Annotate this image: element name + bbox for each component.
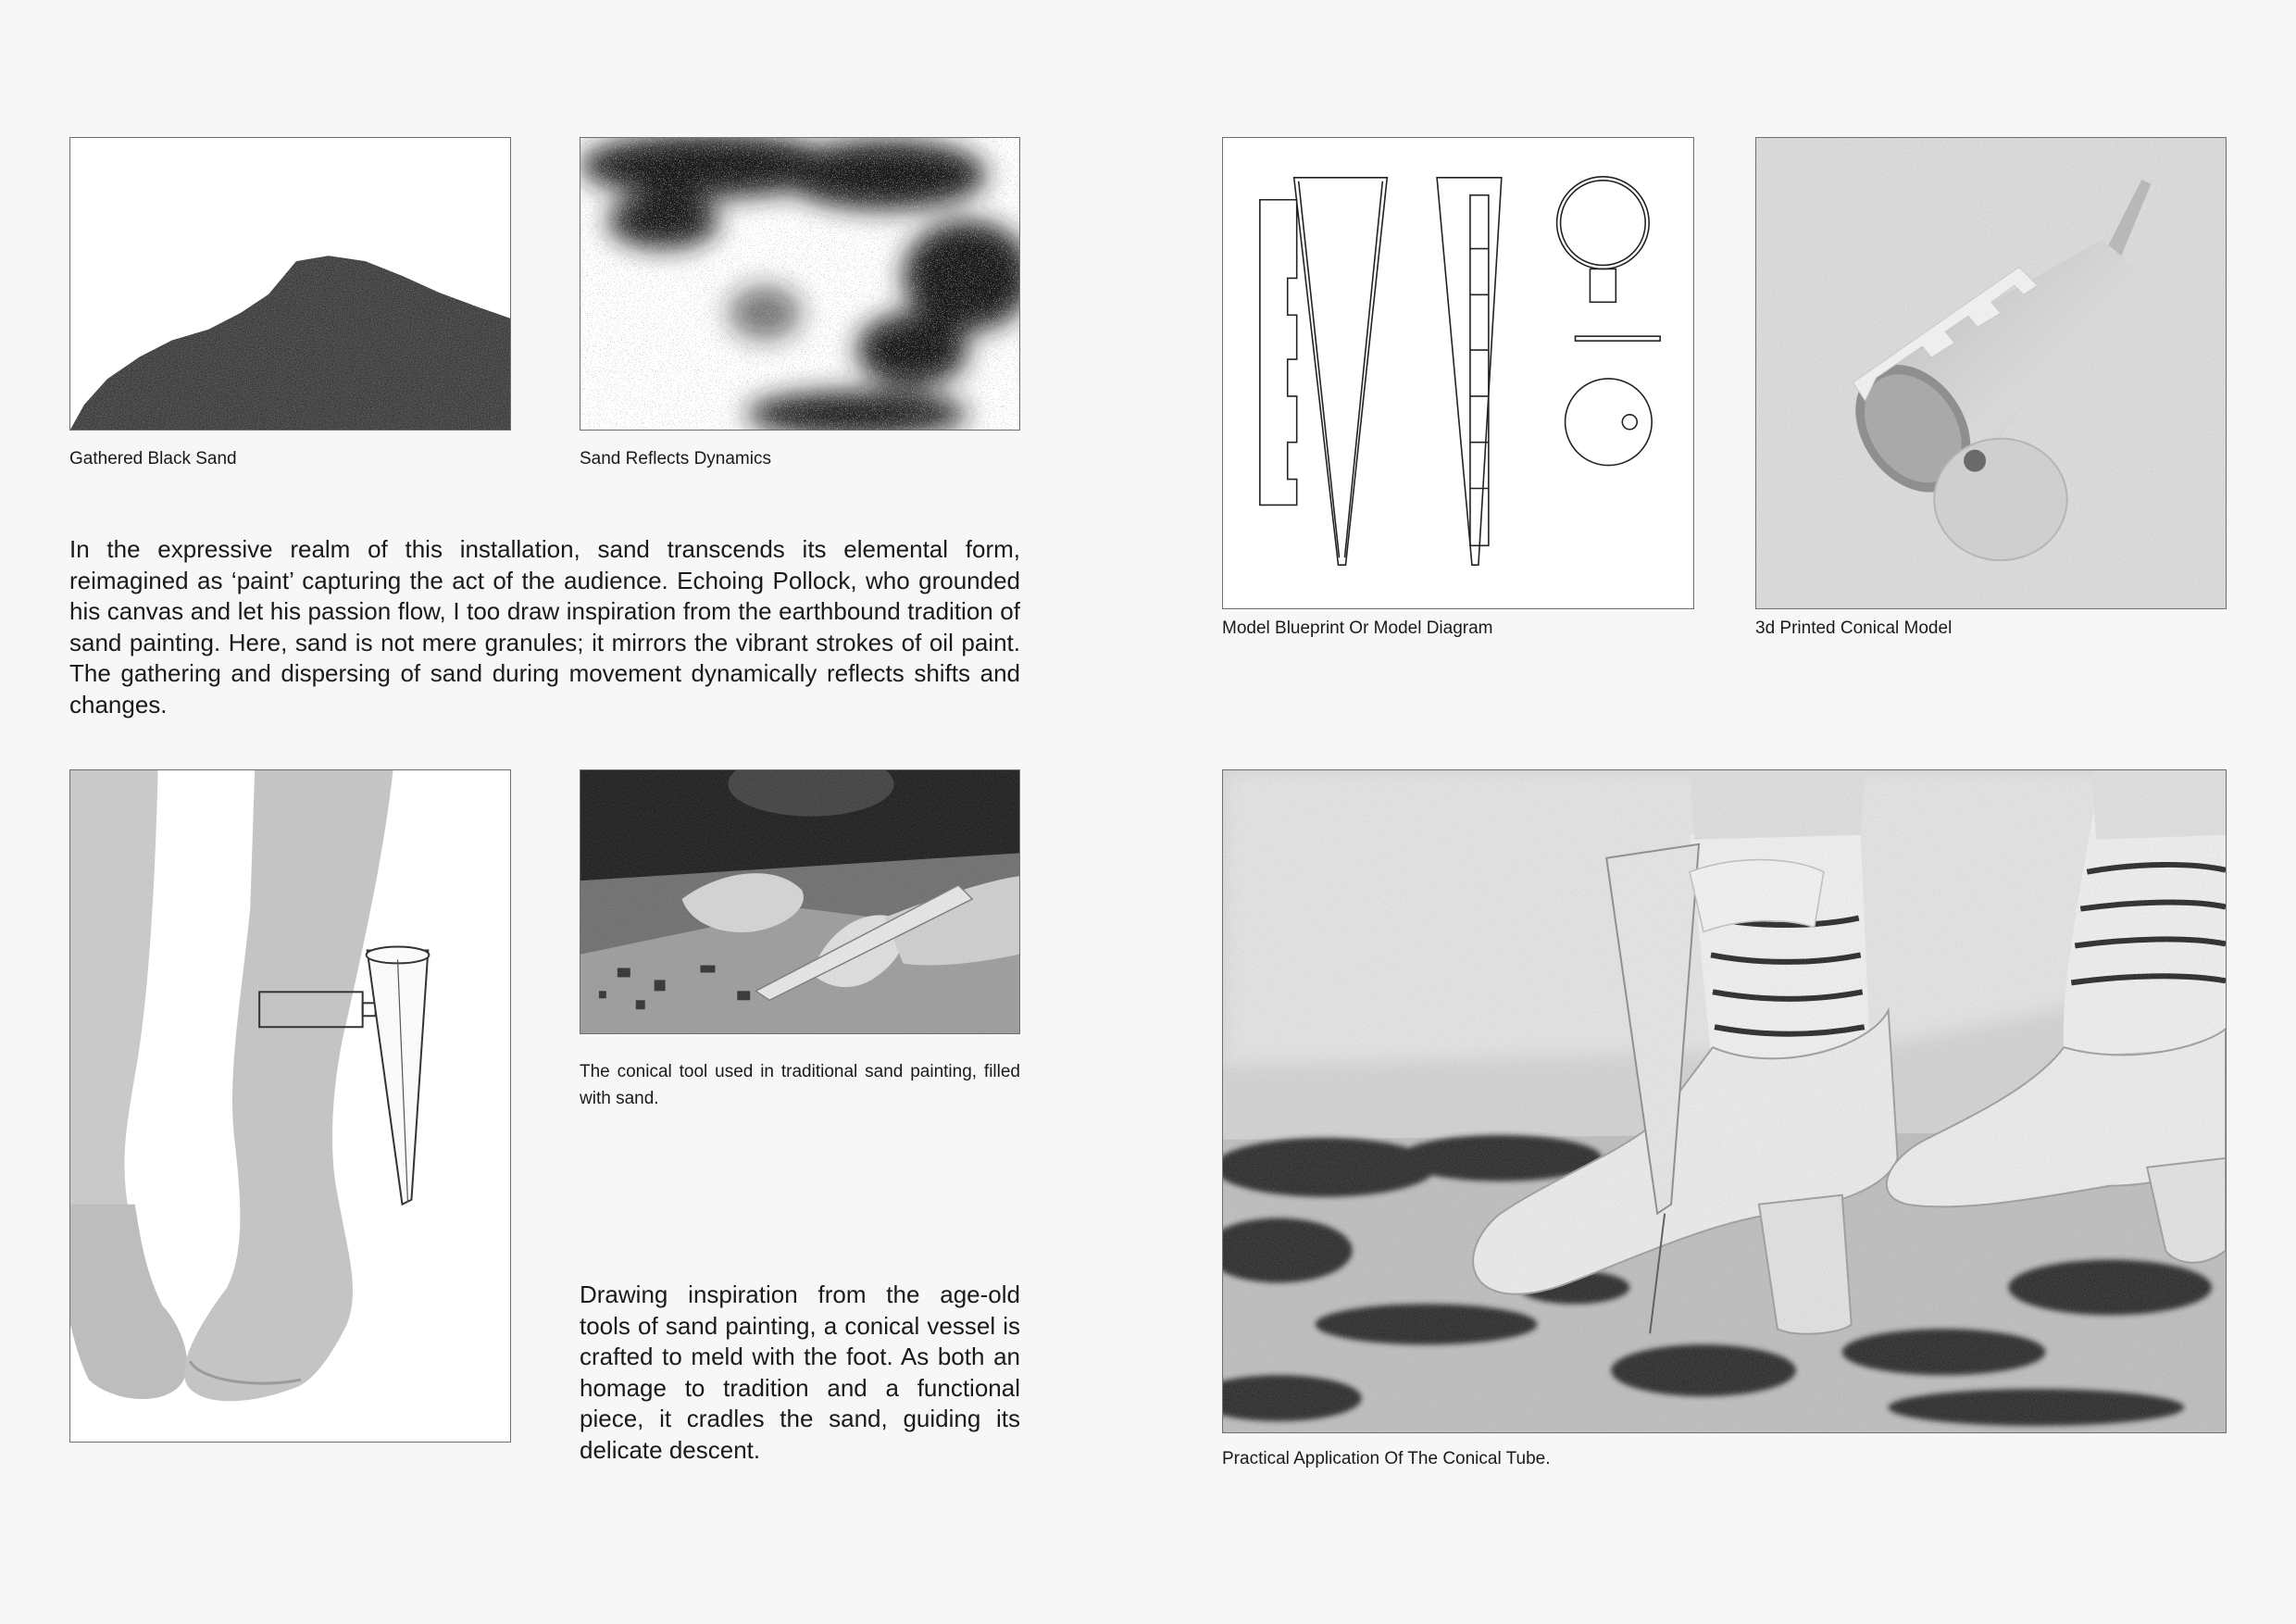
- caption-gathered-black-sand: Gathered Black Sand: [69, 449, 237, 468]
- practical-application-photo: [1222, 769, 2227, 1433]
- caption-conical-tool: The conical tool used in traditional sand painting, filled with sand.: [580, 1062, 1020, 1108]
- caption-practical-application: Practical Application Of The Conical Tube.: [1222, 1449, 1551, 1468]
- printed-conical-model-photo: [1755, 137, 2227, 609]
- gathered-black-sand-photo: [69, 137, 511, 431]
- installation-paragraph: In the expressive realm of this installation, sand transcends its elemental form, reimagined as ‘paint’ capturing the act of the audience. Echoing Pollock, who grounded his canvas and let his passion flow, I too draw inspiration from the earthbound tradition of sand painting. Here, sand is not mere granules; it mirrors the vibrant strokes of oil paint. The gathering and dispersing of sand during movement dynamically reflects shifts and changes.: [69, 535, 1020, 718]
- leg-with-cone-sketch: [69, 769, 511, 1443]
- model-blueprint-diagram: [1222, 137, 1694, 609]
- sand-dynamics-photo: [580, 137, 1020, 431]
- caption-blueprint: Model Blueprint Or Model Diagram: [1222, 618, 1493, 638]
- traditional-conical-tool-photo: [580, 769, 1020, 1034]
- caption-printed-model: 3d Printed Conical Model: [1755, 618, 1953, 638]
- vessel-paragraph: Drawing inspiration from the age-old tools of sand painting, a conical vessel is crafted to meld with the foot. As both an homage to tradition and a functional piece, it cradles the sand, guiding its delicate descent.: [580, 1280, 1020, 1464]
- caption-sand-dynamics: Sand Reflects Dynamics: [580, 449, 771, 468]
